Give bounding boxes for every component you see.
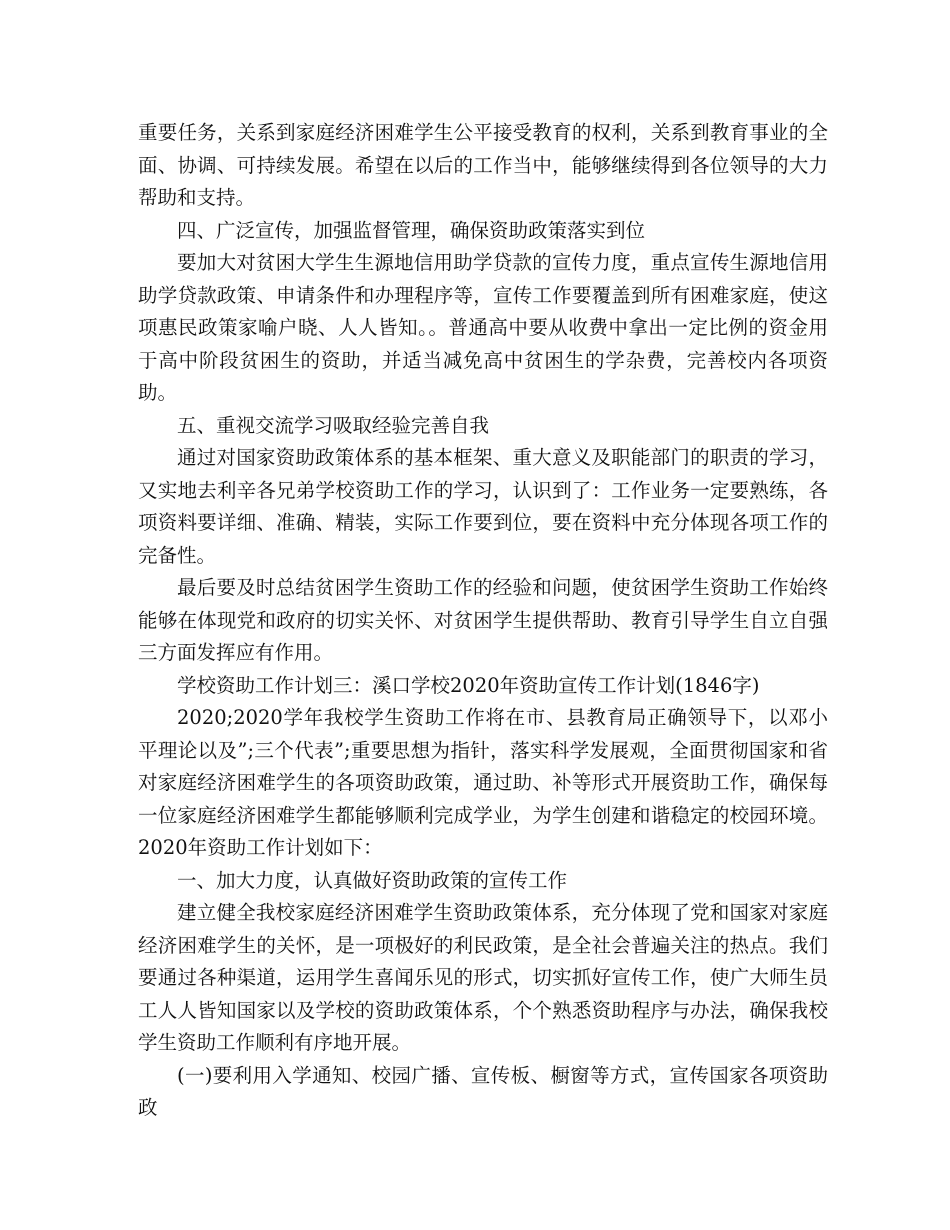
section-heading-5: 五、重视交流学习吸取经验完善自我	[177, 413, 490, 437]
paragraph: 2020;2020学年我校学生资助工作将在市、县教育局正确领导下，以邓小平理论以及”;三个代表”;重要思想为指针，落实科学发展观，全面贯彻国家和省对家庭经济困难学生的各项资助政策，通过助、补等形式开展资助工作，确保每一位家庭经济困难学生都能够顺利完成学业，为学生创建和谐稳定的校园环境。2020年资助工作计划如下：	[138, 706, 828, 859]
paragraph: 通过对国家资助政策体系的基本框架、重大意义及职能部门的职责的学习，又实地去利辛各兄弟学校资助工作的学习，认识到了：工作业务一定要熟练，各项资料要详细、准确、精装，实际工作要到位，要在资料中充分体现各项工作的完备性。	[138, 446, 828, 567]
paragraph: 要加大对贫困大学生生源地信用助学贷款的宣传力度，重点宣传生源地信用助学贷款政策、申请条件和办理程序等，宣传工作要覆盖到所有困难家庭，使这项惠民政策家喻户晓、人人皆知。。普通高中要从收费中拿出一定比例的资金用于高中阶段贫困生的资助，并适当减免高中贫困生的学杂费，完善校内各项资助。	[138, 251, 828, 404]
plan-title: 学校资助工作计划三：溪口学校2020年资助宣传工作计划(1846字)	[177, 673, 760, 697]
section-heading-4: 四、广泛宣传，加强监督管理，确保资助政策落实到位	[177, 218, 646, 242]
document-body	[138, 117, 828, 1125]
paragraph: 最后要及时总结贫困学生资助工作的经验和问题，使贫困学生资助工作始终能够在体现党和政府的切实关怀、对贫困学生提供帮助、教育引导学生自立自强三方面发挥应有作用。	[138, 576, 828, 664]
paragraph: (一)要利用入学通知、校园广播、宣传板、橱窗等方式，宣传国家各项资助政	[138, 1063, 828, 1119]
paragraph-continuation: 重要任务，关系到家庭经济困难学生公平接受教育的权利，关系到教育事业的全面、协调、可持续发展。希望在以后的工作当中，能够继续得到各位领导的大力帮助和支持。	[138, 121, 828, 209]
section-heading-1: 一、加大力度，认真做好资助政策的宣传工作	[177, 868, 568, 892]
paragraph: 建立健全我校家庭经济困难学生资助政策体系，充分体现了党和国家对家庭经济困难学生的关怀，是一项极好的利民政策，是全社会普遍关注的热点。我们要通过各种渠道，运用学生喜闻乐见的形式，切实抓好宣传工作，使广大师生员工人人皆知国家以及学校的资助政策体系，个个熟悉资助程序与办法，确保我校学生资助工作顺利有序地开展。	[138, 901, 828, 1054]
